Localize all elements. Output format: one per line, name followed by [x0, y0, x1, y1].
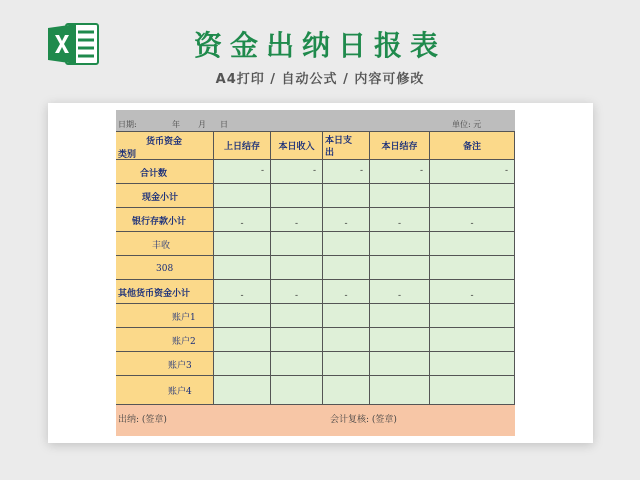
- row-label: 现金小计: [142, 193, 179, 203]
- page-title: 资金出纳日报表: [193, 29, 446, 62]
- spreadsheet: [116, 110, 515, 436]
- table-row: [116, 208, 515, 232]
- cashier-signature: 出纳: (签章): [118, 415, 167, 425]
- cell-dash: -: [419, 166, 423, 176]
- table-row: [116, 376, 515, 405]
- cell-dash: -: [397, 291, 402, 301]
- column-header-row: [116, 132, 515, 160]
- table-row: [116, 232, 515, 256]
- cell-dash: -: [240, 291, 244, 301]
- date-unit-bar: [116, 110, 515, 132]
- cell-dash: -: [294, 291, 299, 301]
- signature-footer: [116, 405, 515, 436]
- header-category-text: 类别: [118, 150, 137, 160]
- unit-label: 单位: 元: [452, 120, 482, 129]
- cell-dash: -: [240, 219, 244, 229]
- reviewer-signature: 会计复核: (签章): [330, 415, 397, 425]
- cell-dash: -: [470, 219, 474, 229]
- table-row: [116, 184, 515, 208]
- header-today-income[interactable]: 本日收入: [271, 132, 323, 160]
- row-label: 账户2: [172, 337, 196, 347]
- month-label: 月: [198, 120, 206, 129]
- row-label: 账户3: [168, 361, 192, 371]
- cell-dash: -: [504, 166, 508, 176]
- header-expense-line1: 本日支: [325, 136, 353, 146]
- cell-dash: -: [470, 291, 474, 301]
- page-subtitle: A4打印 / 自动公式 / 内容可修改: [215, 72, 425, 87]
- row-label: 丰收: [152, 241, 171, 251]
- cell-dash: -: [397, 219, 402, 229]
- row-label: 账户4: [168, 387, 192, 397]
- row-label: 合计数: [140, 169, 168, 179]
- table-row: [116, 328, 515, 352]
- row-label: 其他货币资金小计: [118, 289, 191, 299]
- row-label: 308: [156, 264, 174, 274]
- row-label: 账户1: [172, 313, 196, 323]
- table-row: [116, 160, 515, 184]
- table-row: [116, 280, 515, 304]
- header-prev-balance[interactable]: 上日结存: [214, 132, 271, 160]
- cell-dash: -: [260, 166, 264, 176]
- year-label: 年: [172, 120, 180, 129]
- header-note[interactable]: 备注: [430, 132, 515, 160]
- row-label: 银行存款小计: [132, 217, 187, 227]
- cell-dash: -: [344, 291, 348, 301]
- table-row: [116, 304, 515, 328]
- table-row: [116, 256, 515, 280]
- header-currency-text: 货币资金: [146, 137, 183, 147]
- header-today-expense[interactable]: [323, 132, 370, 160]
- cell-dash: -: [344, 219, 348, 229]
- date-label: 日期:: [118, 120, 137, 129]
- header-category-cell[interactable]: [116, 132, 214, 160]
- cell-dash: -: [294, 219, 299, 229]
- table-row: [116, 352, 515, 376]
- cell-dash: -: [359, 166, 363, 176]
- cell-dash: -: [312, 166, 316, 176]
- header-expense-line2: 出: [325, 148, 335, 158]
- day-label: 日: [220, 120, 228, 129]
- header-today-balance[interactable]: 本日结存: [370, 132, 430, 160]
